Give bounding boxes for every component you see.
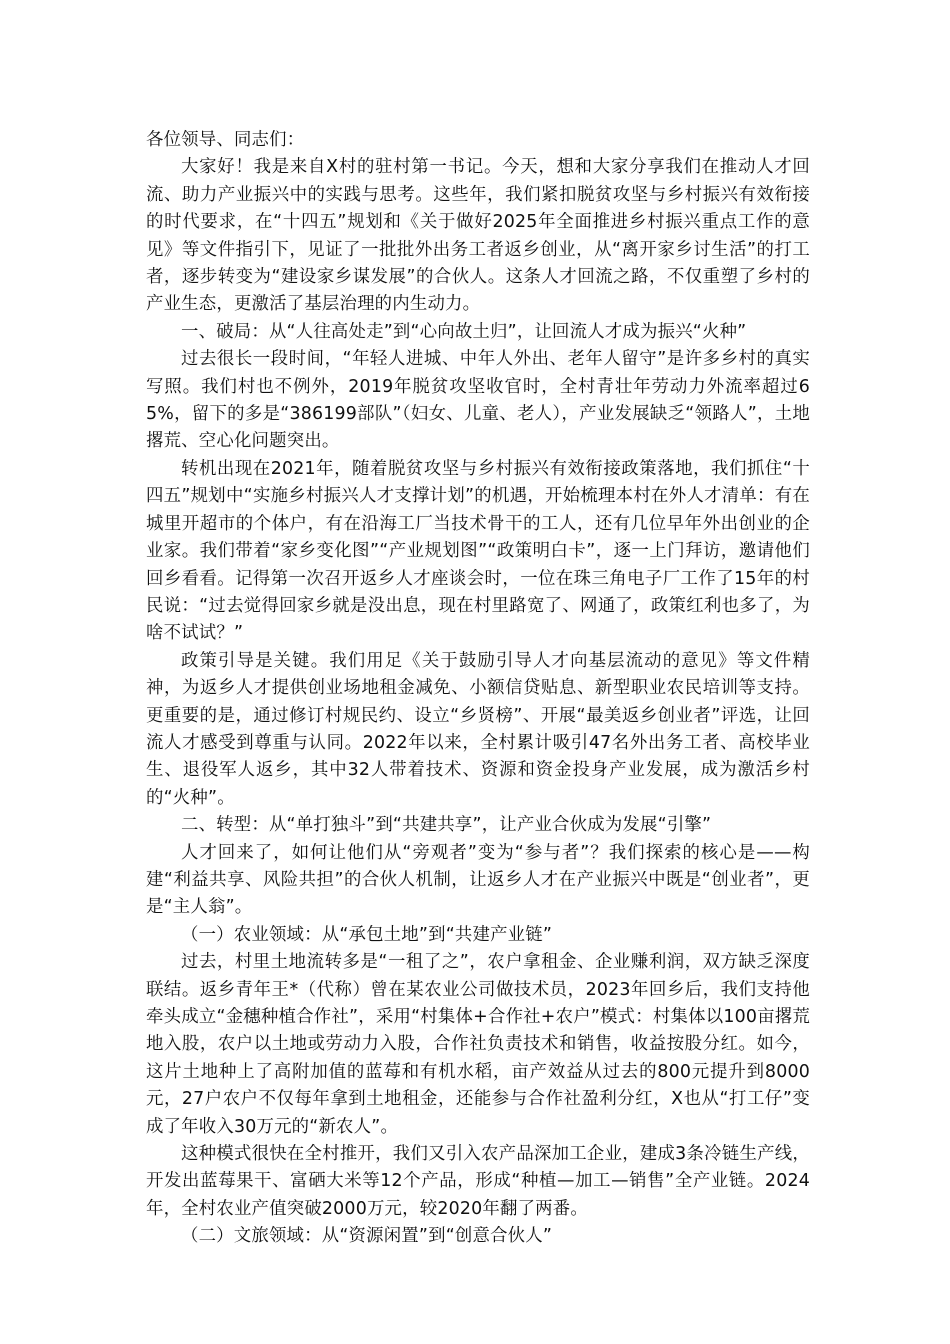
section-heading-1: 一、破局：从“人往高处走”到“心向故土归”，让回流人才成为振兴“火种” xyxy=(181,321,747,342)
section-heading-2: 二、转型：从“单打独斗”到“共建共享”，让产业合伙成为发展“引擎” xyxy=(181,815,712,836)
subsection-heading-2: （二）文旅领域：从“资源闲置”到“创意合伙人” xyxy=(181,1226,553,1247)
opening-paragraph: 大家好！我是来自X村的驻村第一书记。今天，想和大家分享我们在推动人才回流、助力产业振兴中的实践与思考。这些年，我们紧扣脱贫攻坚与乡村振兴有效衔接的时代要求，在“十四五”规划和《关于做好2025年全面推进乡村振兴重点工作的意见》等文件指引下，见证了一批批外出务工者返乡创业，从“离开家乡讨生活”的打工者，逐步转变为“建设家乡谋发展”的合伙人。这条人才回流之路，不仅重塑了乡村的产业生态，更激活了基层治理的内生动力。 xyxy=(146,157,810,315)
document-page xyxy=(146,127,810,1251)
subsection-heading-1: （一）农业领域：从“承包土地”到“共建产业链” xyxy=(181,924,553,945)
body-paragraph: 转机出现在2021年，随着脱贫攻坚与乡村振兴有效衔接政策落地，我们抓住“十四五”规划中“实施乡村振兴人才支撑计划”的机遇，开始梳理本村在外人才清单：有在城里开超市的个体户，有在沿海工厂当技术骨干的工人，还有几位早年外出创业的企业家。我们带着“家乡变化图”“产业规划图”“政策明白卡”，逐一上门拜访，邀请他们回乡看看。记得第一次召开返乡人才座谈会时，一位在珠三角电子厂工作了15年的村民说：“过去觉得回家乡就是没出息，现在村里路宽了、网通了，政策红利也多了，为啥不试试？” xyxy=(146,458,810,644)
body-paragraph: 过去，村里土地流转多是“一租了之”，农户拿租金、企业赚利润，双方缺乏深度联结。返乡青年王*（代称）曾在某农业公司做技术员，2023年回乡后，我们支持他牵头成立“金穗种植合作社”，采用“村集体+合作社+农户”模式：村集体以100亩撂荒地入股，农户以土地或劳动力入股，合作社负责技术和销售，收益按股分红。如今，这片土地种上了高附加值的蓝莓和有机水稻，亩产效益从过去的800元提升到8000元，27户农户不仅每年拿到土地租金，还能参与合作社盈利分红，X也从“打工仔”变成了年收入30万元的“新农人”。 xyxy=(146,952,810,1137)
body-paragraph: 人才回来了，如何让他们从“旁观者”变为“参与者”？我们探索的核心是——构建“利益共享、风险共担”的合伙人机制，让返乡人才在产业振兴中既是“创业者”，更是“主人翁”。 xyxy=(146,842,810,918)
body-paragraph: 这种模式很快在全村推开，我们又引入农产品深加工企业，建成3条冷链生产线，开发出蓝莓果干、富硒大米等12个产品，形成“种植—加工—销售”全产业链。2024年，全村农业产值突破2000万元，较2020年翻了两番。 xyxy=(146,1144,810,1219)
salutation: 各位领导、同志们： xyxy=(146,130,305,150)
body-paragraph: 政策引导是关键。我们用足《关于鼓励引导人才向基层流动的意见》等文件精神，为返乡人才提供创业场地租金减免、小额信贷贴息、新型职业农民培训等支持。更重要的是，通过修订村规民约、设立“乡贤榜”、开展“最美返乡创业者”评选，让回流人才感受到尊重与认同。2022年以来，全村累计吸引47名外出务工者、高校毕业生、退役军人返乡，其中32人带着技术、资源和资金投身产业发展，成为激活乡村的“火种”。 xyxy=(146,650,810,808)
body-paragraph: 过去很长一段时间，“年轻人进城、中年人外出、老年人留守”是许多乡村的真实写照。我们村也不例外，2019年脱贫攻坚收官时，全村青壮年劳动力外流率超过65%，留下的多是“386199部队”（妇女、儿童、老人），产业发展缺乏“领路人”，土地撂荒、空心化问题突出。 xyxy=(146,349,810,452)
